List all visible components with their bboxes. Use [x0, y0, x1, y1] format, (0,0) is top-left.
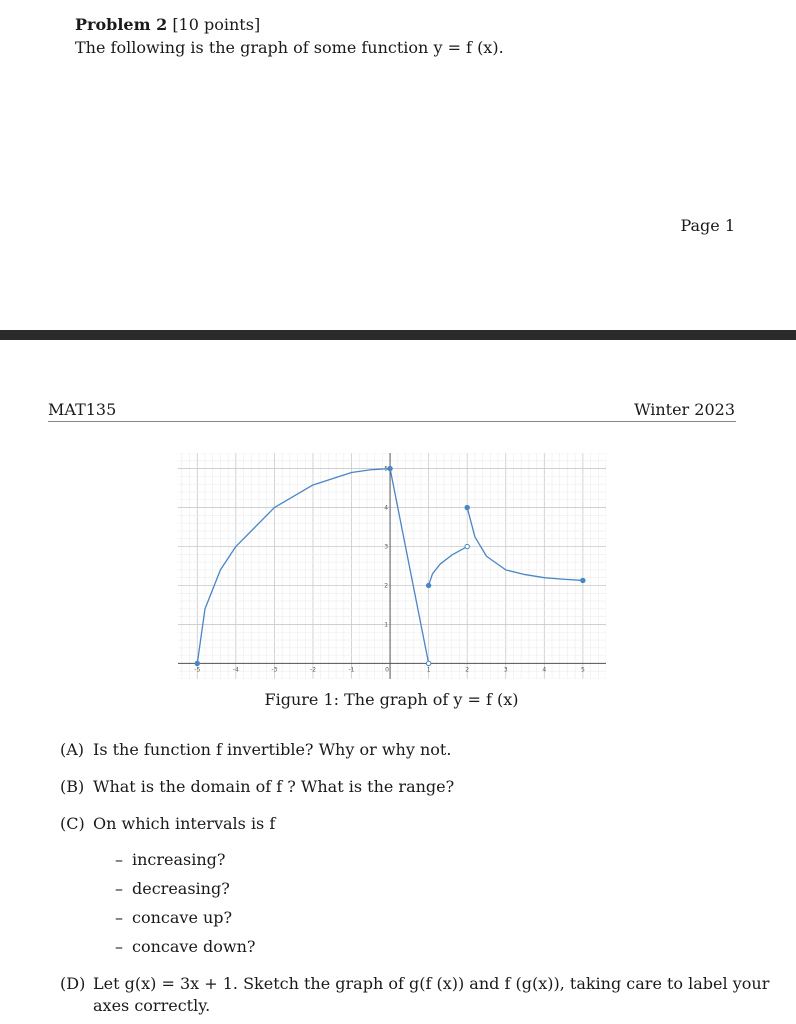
question-a: [60, 739, 451, 761]
list-item: – decreasing?: [115, 879, 230, 898]
y-tick-label: 2: [384, 582, 389, 590]
x-tick-label: -2: [309, 666, 316, 674]
closed-endpoint: [195, 661, 199, 665]
list-item-text: concave down?: [132, 937, 256, 956]
question-b: [60, 776, 454, 798]
closed-endpoint: [465, 505, 469, 509]
figure-caption: Figure 1: The graph of y = f (x): [264, 690, 519, 709]
header-rule: [48, 421, 736, 422]
x-tick-label: -5: [194, 666, 201, 674]
question-c-label: (C): [60, 814, 85, 833]
question-c-text: On which intervals is f: [93, 814, 276, 833]
x-tick-label: 4: [542, 666, 547, 674]
function-graph: [178, 453, 606, 679]
question-b-label: (B): [60, 777, 85, 796]
open-endpoint: [465, 544, 469, 548]
y-tick-label: 1: [384, 621, 389, 629]
series-line: [390, 469, 429, 664]
series-line: [467, 508, 583, 581]
closed-endpoint: [581, 578, 585, 582]
question-c: [60, 813, 275, 835]
x-tick-label: 0: [385, 666, 389, 674]
list-item-text: increasing?: [132, 850, 226, 869]
x-tick-label: 2: [465, 666, 470, 674]
x-tick-label: 1: [426, 666, 431, 674]
list-item-text: concave up?: [132, 908, 233, 927]
page-number: Page 1: [680, 216, 735, 235]
question-d-label: (D): [60, 974, 86, 993]
list-item: – concave down?: [115, 937, 256, 956]
list-item-text: decreasing?: [132, 879, 230, 898]
x-tick-label: -1: [348, 666, 355, 674]
closed-endpoint: [388, 466, 392, 470]
problem-intro: The following is the graph of some function y = f (x).: [75, 38, 504, 57]
page-break-bar: [0, 330, 796, 340]
x-tick-label: 5: [580, 666, 585, 674]
y-tick-label: 5: [384, 465, 389, 473]
question-a-label: (A): [60, 740, 85, 759]
y-tick-label: 4: [384, 504, 389, 512]
question-b-text: What is the domain of f ? What is the range?: [93, 777, 455, 796]
problem-number: Problem 2: [75, 15, 168, 34]
term: Winter 2023: [634, 400, 735, 419]
open-endpoint: [426, 661, 430, 665]
y-tick-label: 3: [384, 543, 389, 551]
question-d: [60, 973, 769, 995]
x-tick-label: -3: [271, 666, 278, 674]
problem-heading: [75, 14, 260, 36]
question-d-text: Let g(x) = 3x + 1. Sketch the graph of g(f (x)) and f (g(x)), taking care to label your: [93, 974, 770, 993]
x-tick-label: -4: [232, 666, 239, 674]
list-item: – increasing?: [115, 850, 226, 869]
x-tick-label: 3: [503, 666, 508, 674]
course-code: MAT135: [48, 400, 117, 419]
closed-endpoint: [426, 583, 430, 587]
series-line: [429, 547, 468, 586]
series-line: [197, 469, 390, 664]
question-a-text: Is the function f invertible? Why or why not.: [93, 740, 452, 759]
problem-points: [10 points]: [172, 15, 261, 34]
question-d-continuation: axes correctly.: [93, 996, 211, 1015]
list-item: – concave up?: [115, 908, 233, 927]
